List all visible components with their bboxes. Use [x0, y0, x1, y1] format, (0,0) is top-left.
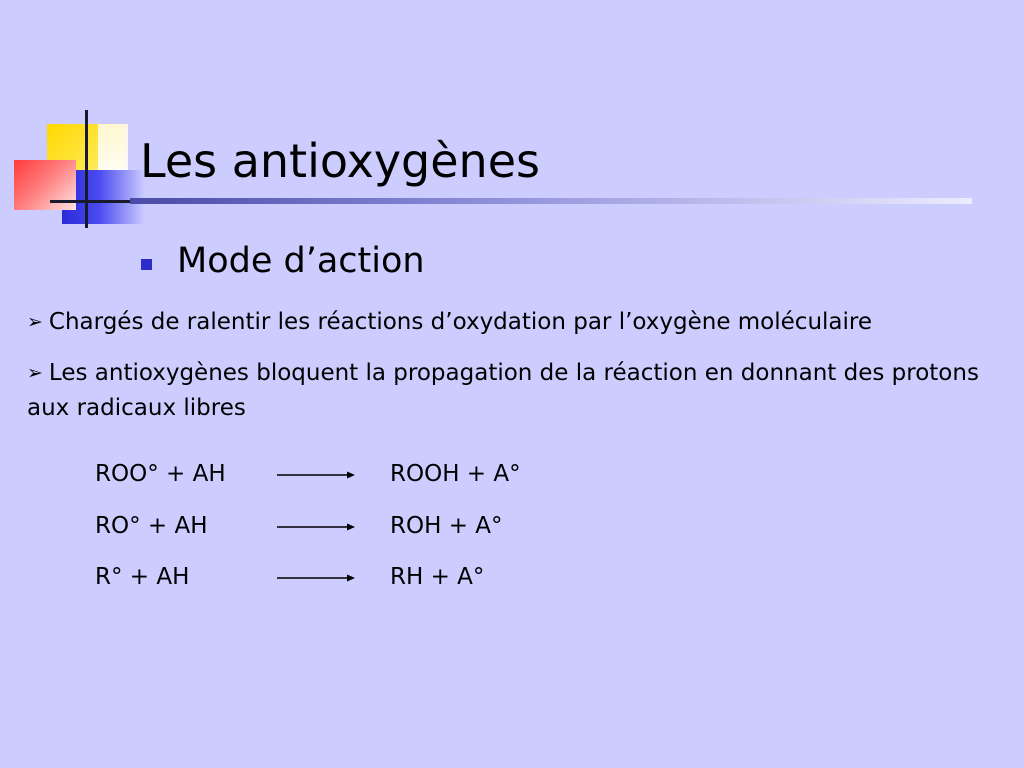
right-arrow-icon [277, 469, 355, 481]
logo-horizontal-line [50, 200, 140, 203]
reaction-products: ROH + A° [390, 513, 503, 539]
logo-vertical-line [85, 110, 88, 228]
reaction-products: ROOH + A° [390, 461, 521, 487]
reaction-reactants: R° + AH [95, 564, 190, 590]
slide-title: Les antioxygènes [140, 134, 540, 188]
bullet-square-icon [141, 259, 152, 270]
reaction-row [95, 560, 695, 594]
arrowhead-bullet-icon: ➢ [27, 362, 43, 384]
reaction-reactants: RO° + AH [95, 513, 208, 539]
logo-white-square [98, 124, 128, 172]
reaction-reactants: ROO° + AH [95, 461, 226, 487]
bullet-text-1: Chargés de ralentir les réactions d’oxydation par l’oxygène moléculaire [48, 309, 872, 335]
section-heading: Mode d’action [177, 241, 425, 281]
arrowhead-bullet-icon: ➢ [27, 311, 43, 333]
right-arrow-icon [277, 572, 355, 584]
reaction-row [95, 457, 695, 491]
bullet-point-2 [27, 356, 1012, 425]
bullet-point-1 [27, 305, 1012, 340]
right-arrow-icon [277, 521, 355, 533]
bullet-text-2: Les antioxygènes bloquent la propagation de la réaction en donnant des protons aux radicaux libres [27, 360, 979, 421]
reaction-products: RH + A° [390, 564, 485, 590]
reaction-row [95, 509, 695, 543]
title-underline [130, 198, 972, 204]
